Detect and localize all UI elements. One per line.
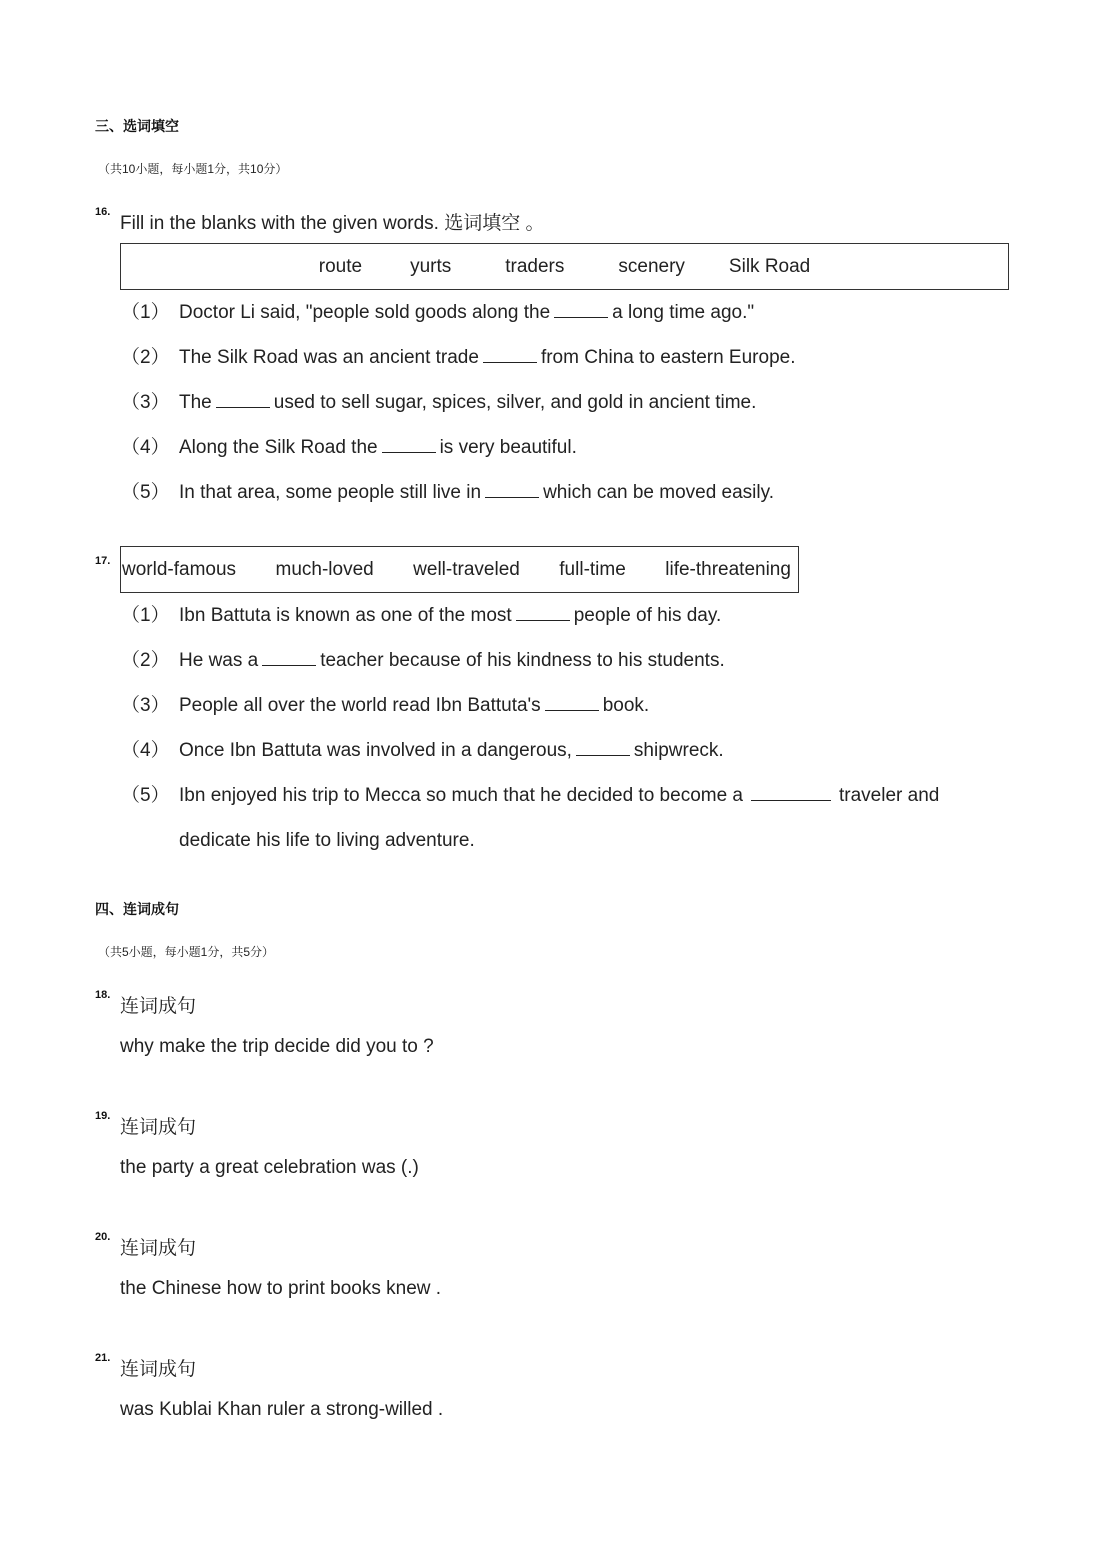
item-index: （5） [121,785,170,806]
item-text: He was a [179,650,259,671]
word-bank-word: world-famous [122,558,237,580]
scrambled-words: was Kublai Khan ruler a strong-willed . [120,1399,444,1420]
item-index: （4） [121,437,170,458]
list-item [121,694,649,718]
item-text: Ibn enjoyed his trip to Mecca so much that he decided to become a [179,785,743,806]
question-number: 17. [95,555,111,567]
list-item [121,481,774,505]
word-bank [120,243,1009,290]
word-bank-word: traders [505,255,565,277]
word-bank-word: much-loved [275,558,374,580]
section-title: 四、连词成句 [95,901,179,917]
word-bank-word: life-threatening [665,558,791,580]
answer-blank[interactable] [262,651,316,666]
question-number: 21. [95,1352,111,1364]
answer-blank[interactable] [516,606,570,621]
item-index: （4） [121,740,170,761]
word-bank-word: full-time [559,558,626,580]
item-text: The [179,392,212,413]
item-text: Ibn Battuta is known as one of the most [179,605,512,626]
list-item [121,346,795,370]
answer-blank[interactable] [751,786,831,801]
item-text: people of his day. [573,605,722,626]
question-prompt: 连词成句 [120,1359,197,1380]
list-item [121,649,725,673]
item-index: （3） [121,392,170,413]
item-text: book. [602,695,650,716]
item-text: teacher because of his kindness to his students. [320,650,725,671]
scrambled-words: the party a great celebration was (.) [120,1157,419,1178]
item-text: Along the Silk Road the [179,437,378,458]
scrambled-words: why make the trip decide did you to ? [120,1036,434,1057]
item-text: In that area, some people still live in [179,482,482,503]
answer-blank[interactable] [576,741,630,756]
answer-blank[interactable] [554,303,608,318]
list-item [121,739,724,763]
item-text: Doctor Li said, "people sold goods along the [179,302,551,323]
question-number: 20. [95,1231,111,1243]
item-index: （2） [121,650,170,671]
answer-blank[interactable] [382,438,436,453]
item-index: （1） [121,302,170,323]
item-text: which can be moved easily. [543,482,774,503]
word-bank-word: well-traveled [413,558,520,580]
section-note: （共10小题，每小题1分，共10分） [98,162,288,176]
list-item [121,784,939,808]
list-item [121,436,577,460]
item-text: a long time ago." [612,302,755,323]
item-index: （2） [121,347,170,368]
section-note: （共5小题，每小题1分，共5分） [98,945,275,959]
question-number: 18. [95,989,111,1001]
item-index: （5） [121,482,170,503]
item-text-continued: dedicate his life to living adventure. [179,830,475,851]
question-prompt: 连词成句 [120,1117,197,1138]
word-bank [120,546,799,593]
answer-blank[interactable] [485,483,539,498]
item-text: used to sell sugar, spices, silver, and gold in ancient time. [273,392,757,413]
list-item [121,301,754,325]
question-prompt: Fill in the blanks with the given words. 选词填空 。 [120,213,545,234]
question-prompt: 连词成句 [120,996,197,1017]
item-text: traveler and [839,785,940,806]
item-text: The Silk Road was an ancient trade [179,347,479,368]
item-text: is very beautiful. [439,437,577,458]
word-bank-word: scenery [618,255,685,277]
scrambled-words: the Chinese how to print books knew . [120,1278,442,1299]
item-text: People all over the world read Ibn Battuta's [179,695,541,716]
item-text: from China to eastern Europe. [540,347,796,368]
question-number: 16. [95,206,111,218]
question-number: 19. [95,1110,111,1122]
word-bank-word: yurts [410,255,452,277]
item-text: shipwreck. [633,740,724,761]
list-item [121,391,756,415]
word-bank-word: Silk Road [728,255,811,277]
item-text: Once Ibn Battuta was involved in a dangerous, [179,740,572,761]
item-index: （1） [121,605,170,626]
list-item [121,604,721,628]
section-title: 三、选词填空 [95,118,179,134]
answer-blank[interactable] [216,393,270,408]
question-prompt: 连词成句 [120,1238,197,1259]
item-index: （3） [121,695,170,716]
answer-blank[interactable] [483,348,537,363]
answer-blank[interactable] [545,696,599,711]
word-bank-word: route [318,255,363,277]
